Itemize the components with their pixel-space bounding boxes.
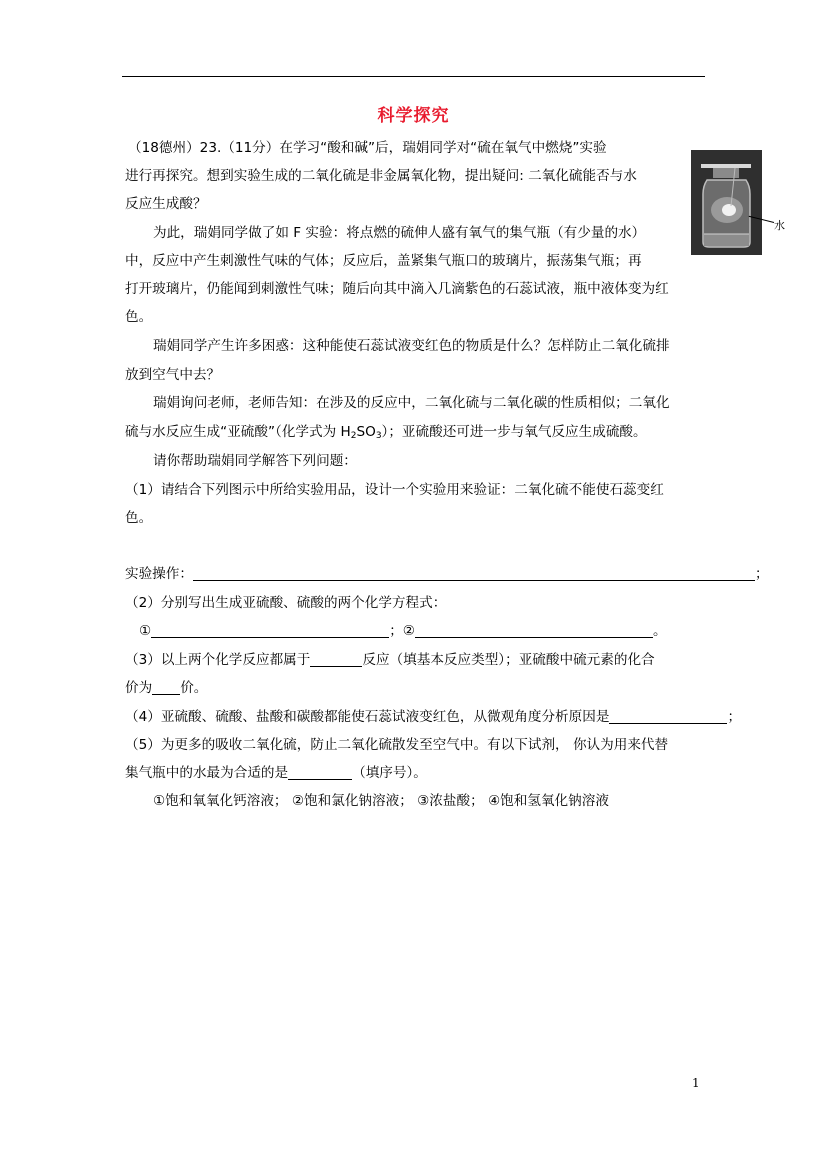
question3-text-d: 价。 xyxy=(180,680,208,696)
para4-line-1: 瑞娟询问老师，老师告知：在涉及的反应中，二氧化硫与二氧化碳的性质相似；二氧化 xyxy=(153,395,670,411)
para4-text-c: ）；亚硫酸还可进一步与氧气反应生成硫酸。 xyxy=(381,424,647,440)
para2-line-4: 色。 xyxy=(125,309,153,325)
micro-reason-blank[interactable] xyxy=(609,709,727,724)
question3-line-1 xyxy=(125,651,655,669)
circled-1: ① xyxy=(139,623,152,639)
para2-line-3: 打开玻璃片，仍能闻到刺激性气味；随后向其中滴入几滴紫色的石蕊试液，瓶中液体变为红 xyxy=(125,281,669,297)
question1-line-1: （1）请结合下列图示中所给实验用品，设计一个实验用来验证：二氧化硫不能使石蕊变红 xyxy=(125,482,664,498)
question5-text-b: （填序号）。 xyxy=(352,765,427,781)
para5-line: 请你帮助瑞娟同学解答下列问题： xyxy=(153,453,357,469)
reaction-type-blank[interactable] xyxy=(310,652,362,667)
subscript-2: 2 xyxy=(350,431,357,441)
question5-options: ①饱和氧氧化钙溶液； ②饱和氯化钠溶液； ③浓盐酸； ④饱和氢氧化钠溶液 xyxy=(153,793,609,809)
question4-text: （4）亚硫酸、硫酸、盐酸和碳酸都能使石蕊试液变红色，从微观角度分析原因是 xyxy=(125,709,610,725)
question1-answer-line xyxy=(125,565,769,583)
question4-end-mark: ； xyxy=(727,709,742,725)
para2-line-1: 为此，瑞娟同学做了如 F 实验：将点燃的硫伸人盛有氧气的集气瓶（有少量的水） xyxy=(153,225,646,241)
reagent-choice-blank[interactable] xyxy=(288,765,352,780)
header-rule xyxy=(122,76,705,77)
intro-line-2: 进行再探究。想到实验生成的二氧化硫是非金属氧化物，提出疑问: 二氧化硫能否与水 xyxy=(125,168,637,184)
page-number: 1 xyxy=(692,1076,700,1090)
question3-line-2 xyxy=(125,679,207,697)
para4-text-a: 硫与水反应生成“亚硫酸”（化学式为 H xyxy=(125,424,351,440)
question3-text-c: 价为 xyxy=(125,680,153,696)
equation-2-blank[interactable] xyxy=(415,623,653,638)
answer-end-mark: ； xyxy=(754,566,769,582)
equation-1-blank[interactable] xyxy=(151,623,389,638)
para3-line-2: 放到空气中去？ xyxy=(125,367,221,383)
experiment-label: 实验操作： xyxy=(125,566,193,582)
question5-text-a: 集气瓶中的水最为合适的是 xyxy=(125,765,289,781)
question5-line-1: （5）为更多的吸收二氧化硫，防止二氧化硫散发至空气中。有以下试剂， 你认为用来代替 xyxy=(125,737,669,753)
figure-label-water: 水 xyxy=(774,219,785,232)
gas-jar-icon xyxy=(691,150,762,255)
intro-line-3: 反应生成酸？ xyxy=(125,196,207,212)
page-title: 科学探究 xyxy=(377,106,450,126)
question2-line-1: （2）分别写出生成亚硫酸、硫酸的两个化学方程式： xyxy=(125,595,447,611)
intro-line-1: （18德州）23.（11分）在学习“酸和碱”后，瑞娟同学对“硫在氧气中燃烧”实验 xyxy=(128,140,607,156)
question1-line-2: 色。 xyxy=(125,510,153,526)
gas-jar-photo xyxy=(691,150,762,255)
para4-text-b: SO xyxy=(356,424,376,440)
para3-line-1: 瑞娟同学产生许多困惑：这种能使石蕊试液变红色的物质是什么？怎样防止二氧化硫排 xyxy=(153,338,670,354)
question5-line-2 xyxy=(125,764,427,782)
question2-answer-line xyxy=(139,622,667,640)
subscript-3: 3 xyxy=(375,431,382,441)
equation-end-mark: 。 xyxy=(652,623,667,639)
valence-blank[interactable] xyxy=(152,680,180,695)
para4-line-2 xyxy=(125,423,647,445)
question3-text-a: （3）以上两个化学反应都属于 xyxy=(125,652,311,668)
equation-separator: ；② xyxy=(389,623,415,639)
question4-line xyxy=(125,708,741,726)
experiment-answer-blank[interactable] xyxy=(193,566,755,581)
question3-text-b: 反应（填基本反应类型）；亚硫酸中硫元素的化合 xyxy=(362,652,655,668)
para2-line-2: 中，反应中产生刺激性气味的气体；反应后，盖紧集气瓶口的玻璃片，振荡集气瓶；再 xyxy=(125,253,642,269)
